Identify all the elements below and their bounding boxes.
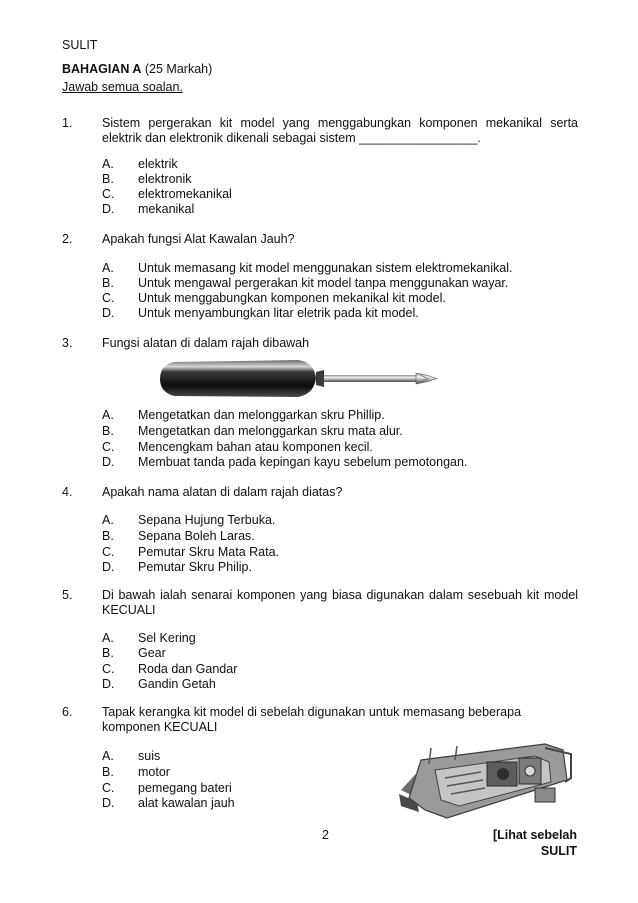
option-letter: A. [102, 408, 114, 422]
option-letter: A. [102, 749, 114, 763]
option-letter: D. [102, 202, 115, 216]
option-text: Membuat tanda pada kepingan kayu sebelum pemotongan. [138, 455, 468, 469]
option-text: Gandin Getah [138, 677, 216, 691]
option-letter: A. [102, 261, 114, 275]
option-letter: B. [102, 646, 114, 660]
option-text: Sepana Hujung Terbuka. [138, 513, 276, 527]
option-text: Mengetatkan dan melonggarkan skru mata alur. [138, 424, 403, 438]
option-letter: B. [102, 172, 114, 186]
option-letter: D. [102, 677, 115, 691]
option-text: suis [138, 749, 161, 763]
option-text: Pemutar Skru Philip. [138, 560, 252, 574]
option-letter: C. [102, 545, 115, 559]
bottom-classification-label: SULIT [540, 844, 577, 858]
option-letter: C. [102, 781, 115, 795]
question-number: 5. [62, 588, 73, 602]
section-name: BAHAGIAN A [62, 62, 142, 76]
question-text: Tapak kerangka kit model di sebelah digunakan untuk memasang beberapa komponen KECUALI [102, 705, 522, 734]
question-number: 4. [62, 485, 73, 499]
option-text: Untuk menyambungkan litar eletrik pada kit model. [138, 306, 419, 320]
question-text: Fungsi alatan di dalam rajah dibawah [102, 336, 310, 350]
question-number: 6. [62, 705, 73, 719]
option-text: elektrik [138, 157, 178, 171]
question-text: Sistem pergerakan kit model yang menggabungkan komponen mekanikal serta elektrik dan elektronik dikenali sebagai sistem _________________. [102, 116, 578, 145]
option-text: Gear [138, 646, 166, 660]
question-text: Apakah nama alatan di dalam rajah diatas? [102, 485, 343, 499]
option-text: Mengetatkan dan melonggarkan skru Phillip. [138, 408, 385, 422]
option-letter: B. [102, 529, 114, 543]
option-text: elektronik [138, 172, 192, 186]
question-number: 1. [62, 116, 73, 130]
screwdriver-image [158, 356, 440, 402]
option-text: Pemutar Skru Mata Rata. [138, 545, 280, 559]
option-text: Untuk menggabungkan komponen mekanikal kit model. [138, 291, 446, 305]
option-letter: B. [102, 276, 114, 290]
option-letter: C. [102, 187, 115, 201]
option-letter: D. [102, 560, 115, 574]
option-letter: C. [102, 440, 115, 454]
option-text: pemegang bateri [138, 781, 232, 795]
question-number: 2. [62, 232, 73, 246]
section-title [62, 62, 212, 76]
option-letter: B. [102, 765, 114, 779]
question-number: 3. [62, 336, 73, 350]
option-text: Untuk memasang kit model menggunakan sistem elektromekanikal. [138, 261, 513, 275]
option-letter: A. [102, 157, 114, 171]
page-number: 2 [322, 828, 329, 842]
option-text: Roda dan Gandar [138, 662, 238, 676]
question-text: Di bawah ialah senarai komponen yang biasa digunakan dalam sesebuah kit model KECUALI [102, 588, 578, 617]
option-text: mekanikal [138, 202, 195, 216]
option-letter: A. [102, 631, 114, 645]
option-letter: C. [102, 662, 115, 676]
option-letter: D. [102, 455, 115, 469]
option-text: Sel Kering [138, 631, 196, 645]
option-letter: C. [102, 291, 115, 305]
option-letter: B. [102, 424, 114, 438]
section-marks: (25 Markah) [141, 62, 213, 76]
next-page-note: [Lihat sebelah [492, 828, 577, 842]
instruction: Jawab semua soalan. [62, 80, 183, 94]
option-text: motor [138, 765, 170, 779]
option-letter: A. [102, 513, 114, 527]
classification-label: SULIT [62, 38, 98, 52]
option-text: Mencengkam bahan atau komponen kecil. [138, 440, 373, 454]
option-text: Untuk mengawal pergerakan kit model tanpa menggunakan wayar. [138, 276, 509, 290]
option-text: elektromekanikal [138, 187, 232, 201]
model-chassis-image [395, 738, 573, 824]
question-text: Apakah fungsi Alat Kawalan Jauh? [102, 232, 295, 246]
option-text: alat kawalan jauh [138, 796, 235, 810]
option-letter: D. [102, 306, 115, 320]
option-letter: D. [102, 796, 115, 810]
option-text: Sepana Boleh Laras. [138, 529, 255, 543]
